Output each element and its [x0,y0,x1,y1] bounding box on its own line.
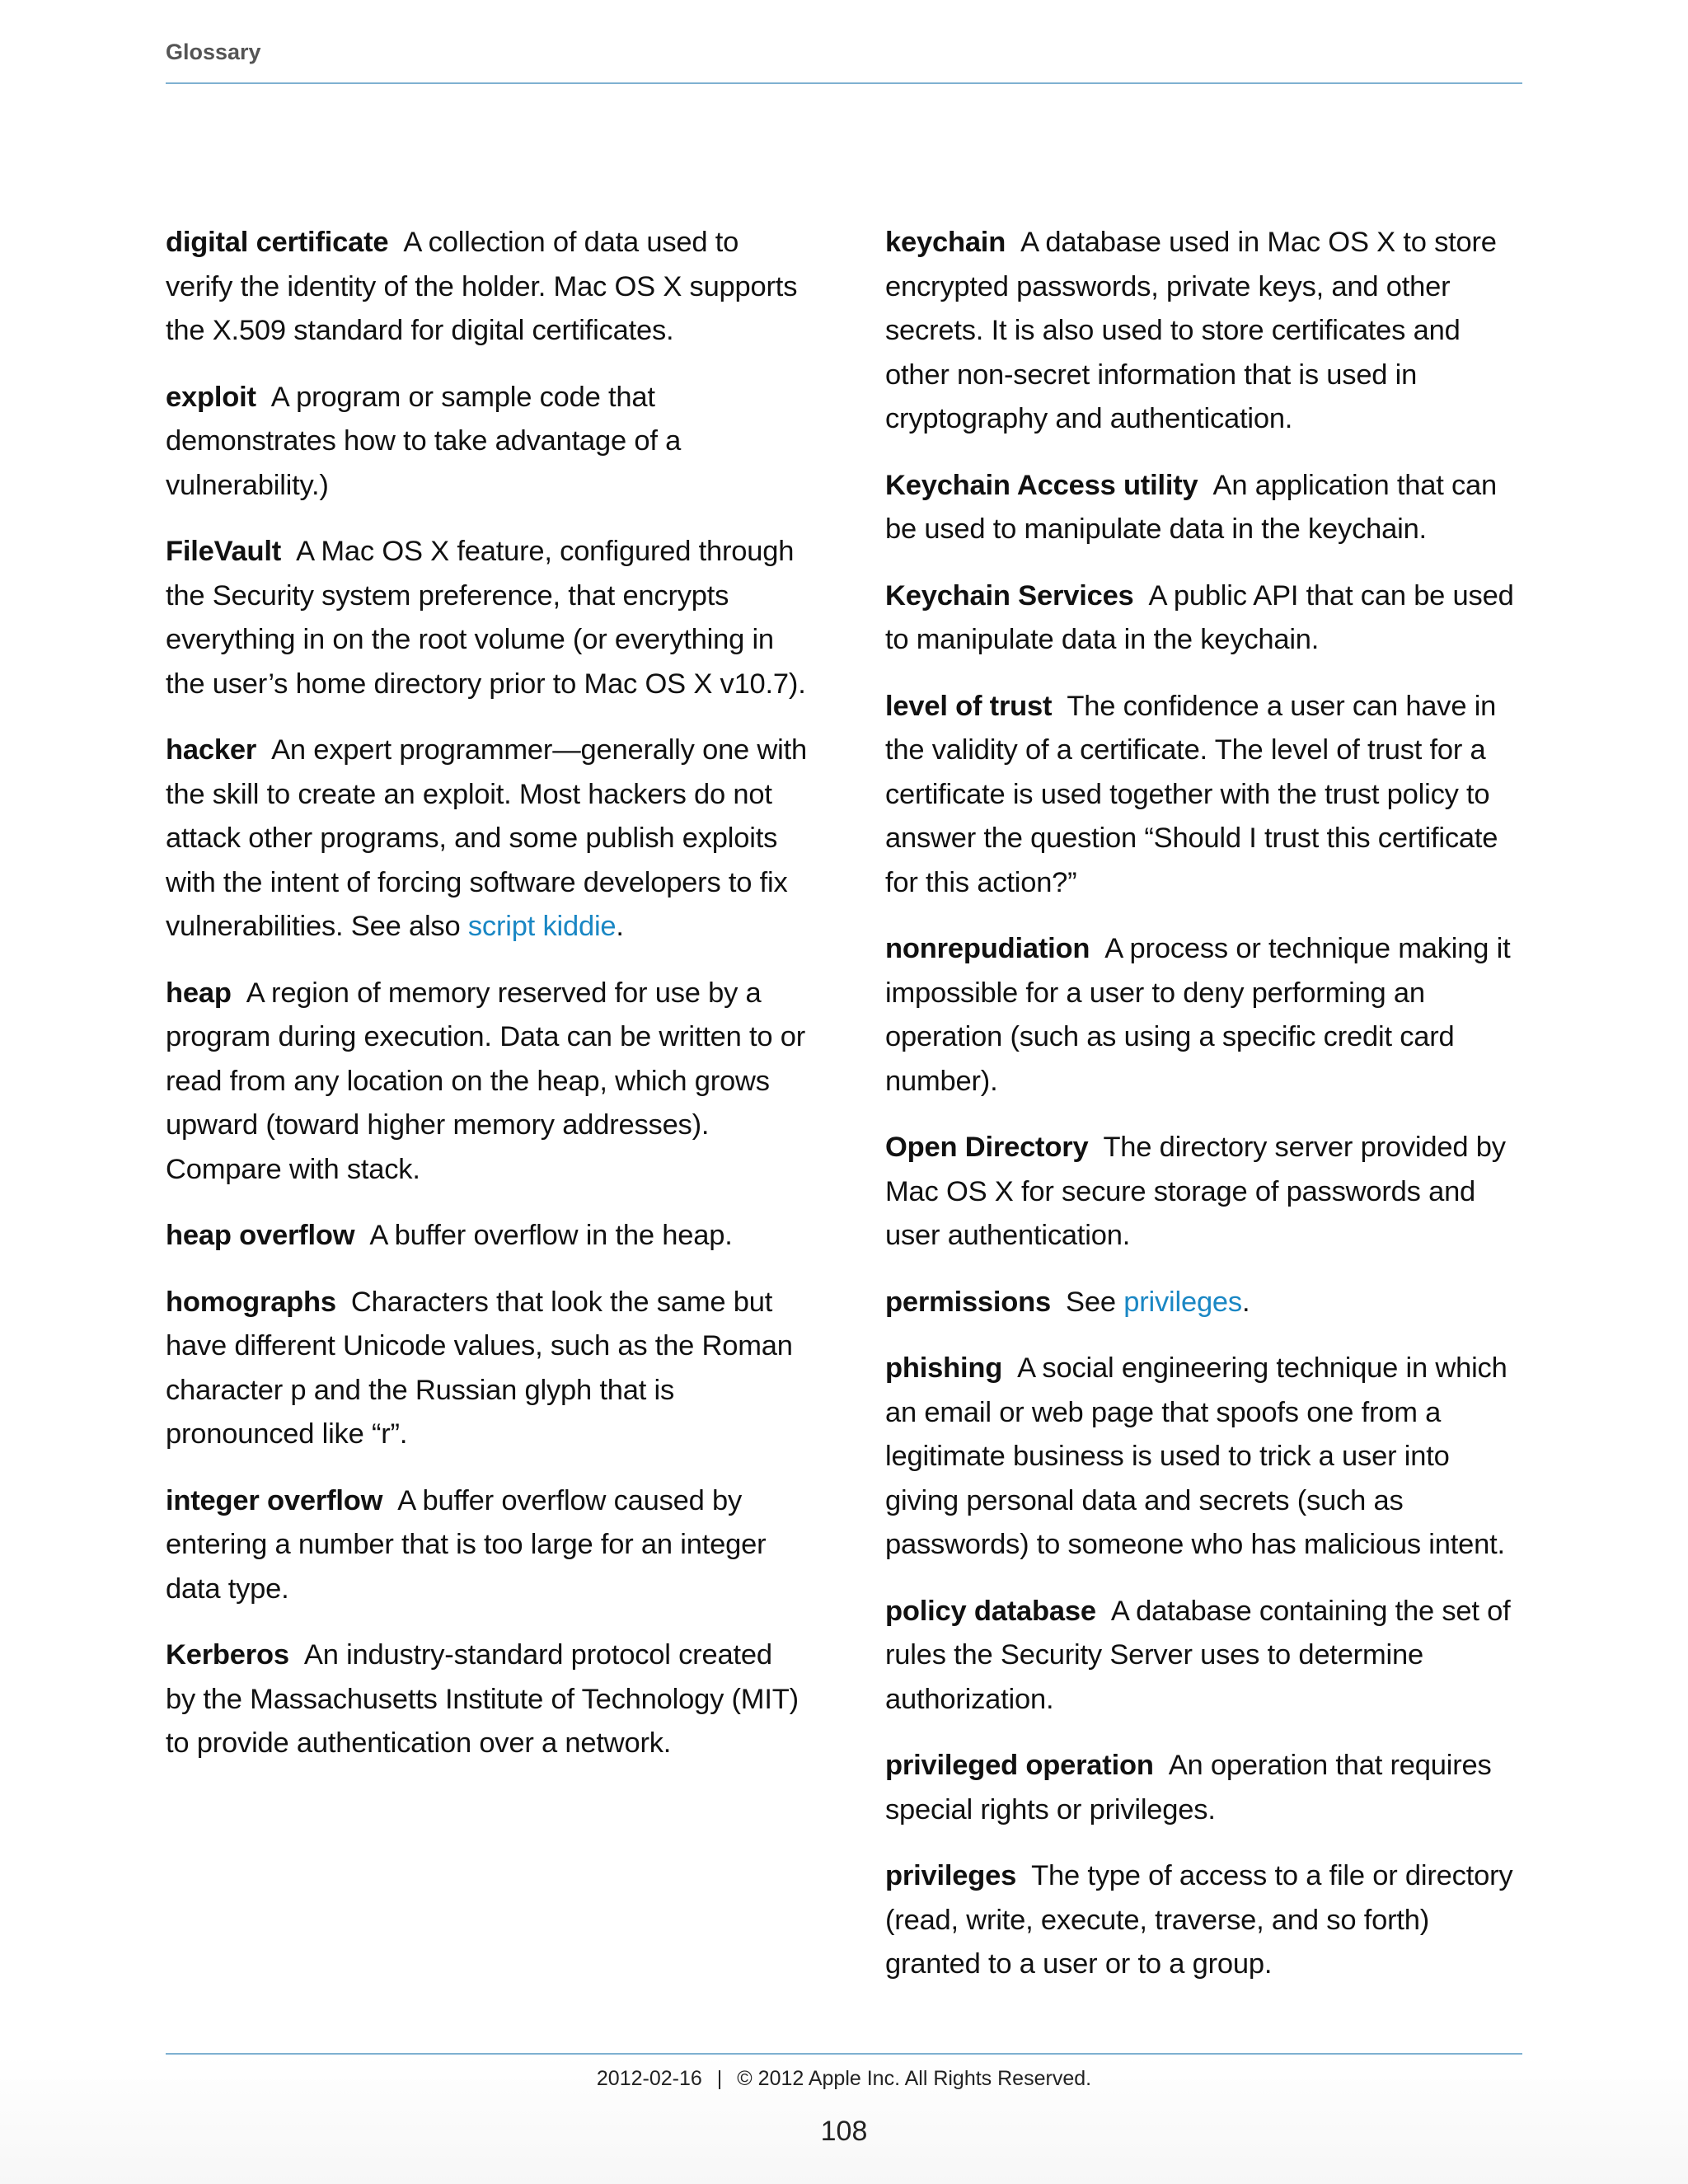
glossary-entry [166,1633,807,1766]
glossary-definition: A collection of data used to verify the identity of the holder. Mac OS X supports the X.509 standard for digital certificates. [166,227,798,346]
cross-reference-link[interactable]: script kiddie [467,911,617,942]
glossary-definition: A process or technique making it impossible for a user to deny performing an operation (such as using a specific credit card number). [885,933,1511,1097]
glossary-term: heap overflow [166,1220,355,1251]
glossary-entry [885,1126,1526,1258]
page-number: 108 [820,2116,868,2147]
glossary-definition: An operation that requires special rights or privileges. [885,1750,1492,1825]
glossary-term: phishing [885,1352,1003,1384]
glossary-term: Open Directory [885,1132,1089,1163]
footer-divider [166,2053,1522,2055]
glossary-column-left [166,221,807,1788]
glossary-entry [885,1854,1526,1987]
glossary-term: permissions [885,1286,1052,1318]
glossary-entry [885,464,1526,552]
glossary-term: Keychain Access utility [885,469,1198,501]
page-header [166,40,1522,84]
glossary-term: homographs [166,1286,336,1318]
glossary-definition: An application that can be used to manipulate data in the keychain. [885,469,1498,545]
glossary-definition: The type of access to a file or directory (read, write, execute, traverse, and so forth) granted to a user or to a group. [885,1860,1513,1980]
glossary-term: nonrepudiation [885,933,1090,964]
glossary-term: level of trust [885,690,1053,722]
glossary-term: privileges [885,1860,1017,1891]
glossary-definition: A database used in Mac OS X to store encrypted passwords, private keys, and other secrets. It is also used to store certificates and other non-secret information that is used in cryptography and authentication. [885,227,1497,434]
glossary-entry [885,574,1526,663]
glossary-entry [166,376,807,509]
glossary-term: FileVault [166,536,282,567]
glossary-entry [166,221,807,354]
glossary-entry [885,1744,1526,1832]
glossary-term: privileged operation [885,1750,1154,1781]
glossary-definition: Characters that look the same but have different Unicode values, such as the Roman character p and the Russian glyph that is pronounced like “r”. [166,1286,793,1450]
glossary-term: Kerberos [166,1639,289,1671]
section-title: Glossary [166,40,261,64]
glossary-term: exploit [166,381,256,413]
glossary-definition: See [1066,1286,1116,1318]
glossary-definition: A buffer overflow caused by entering a number that is too large for an integer data type. [166,1484,767,1605]
glossary-entry [885,221,1526,442]
glossary-entry [885,1347,1526,1568]
glossary-entry [166,972,807,1193]
glossary-definition: A region of memory reserved for use by a program during execution. Data can be written to or read from any location on the heap, which grows upward (toward higher memory addresses). Compare with stack. [166,977,806,1185]
glossary-term: Keychain Services [885,579,1134,612]
glossary-definition: A buffer overflow in the heap. [369,1220,733,1251]
glossary-entry [166,1214,807,1258]
glossary-entry [166,1479,807,1612]
glossary-definition: The directory server provided by Mac OS X for secure storage of passwords and user authentication. [885,1132,1506,1251]
glossary-definition: A public API that can be used to manipulate data in the keychain. [885,579,1514,655]
footer-copyright: © 2012 Apple Inc. All Rights Reserved. [737,2067,1092,2090]
glossary-definition: An expert programmer—generally one with the skill to create an exploit. Most hackers do not attack other programs, and some publish exploits with the intent of forcing software developers to fix vulnerabilities. See also [166,734,807,942]
glossary-entry [885,1281,1526,1325]
glossary-term: heap [166,977,232,1009]
glossary-entry [885,927,1526,1104]
glossary-term: keychain [885,227,1006,258]
glossary-definition: A social engineering technique in which an email or web page that spoofs one from a legitimate business is used to trick a user into giving personal data and secrets (such as passwords) to someone who has malicious intent. [885,1352,1507,1560]
glossary-entry [166,729,807,949]
footer-date: 2012-02-16 [596,2067,702,2090]
glossary-term: policy database [885,1595,1096,1627]
glossary-entry [166,1281,807,1457]
glossary-entry [166,530,807,706]
footer-info [0,2067,1688,2091]
glossary-column-right [885,221,1526,2009]
glossary-term: digital certificate [166,227,389,258]
glossary-definition: The confidence a user can have in the validity of a certificate. The level of trust for a certificate is used together with the trust policy to answer the question “Should I trust this certificate for this action?” [885,690,1498,898]
glossary-definition: A program or sample code that demonstrates how to take advantage of a vulnerability.) [166,381,682,501]
glossary-term: integer overflow [166,1484,383,1516]
footer-separator: | [716,2067,723,2090]
glossary-entry [885,685,1526,906]
trailing-punctuation: . [1241,1286,1250,1318]
glossary-definition: A Mac OS X feature, configured through the Security system preference, that encrypts everything in on the root volume (or everything in the user’s home directory prior to Mac OS X v10.7). [166,536,806,700]
trailing-punctuation: . [616,911,624,942]
glossary-definition: A database containing the set of rules the Security Server uses to determine authorization. [885,1595,1511,1715]
glossary-definition: An industry-standard protocol created by the Massachusetts Institute of Technology (MIT) to provide authentication over a network. [166,1639,799,1759]
glossary-term: hacker [166,734,257,766]
glossary-entry [885,1590,1526,1722]
cross-reference-link[interactable]: privileges [1123,1286,1242,1318]
